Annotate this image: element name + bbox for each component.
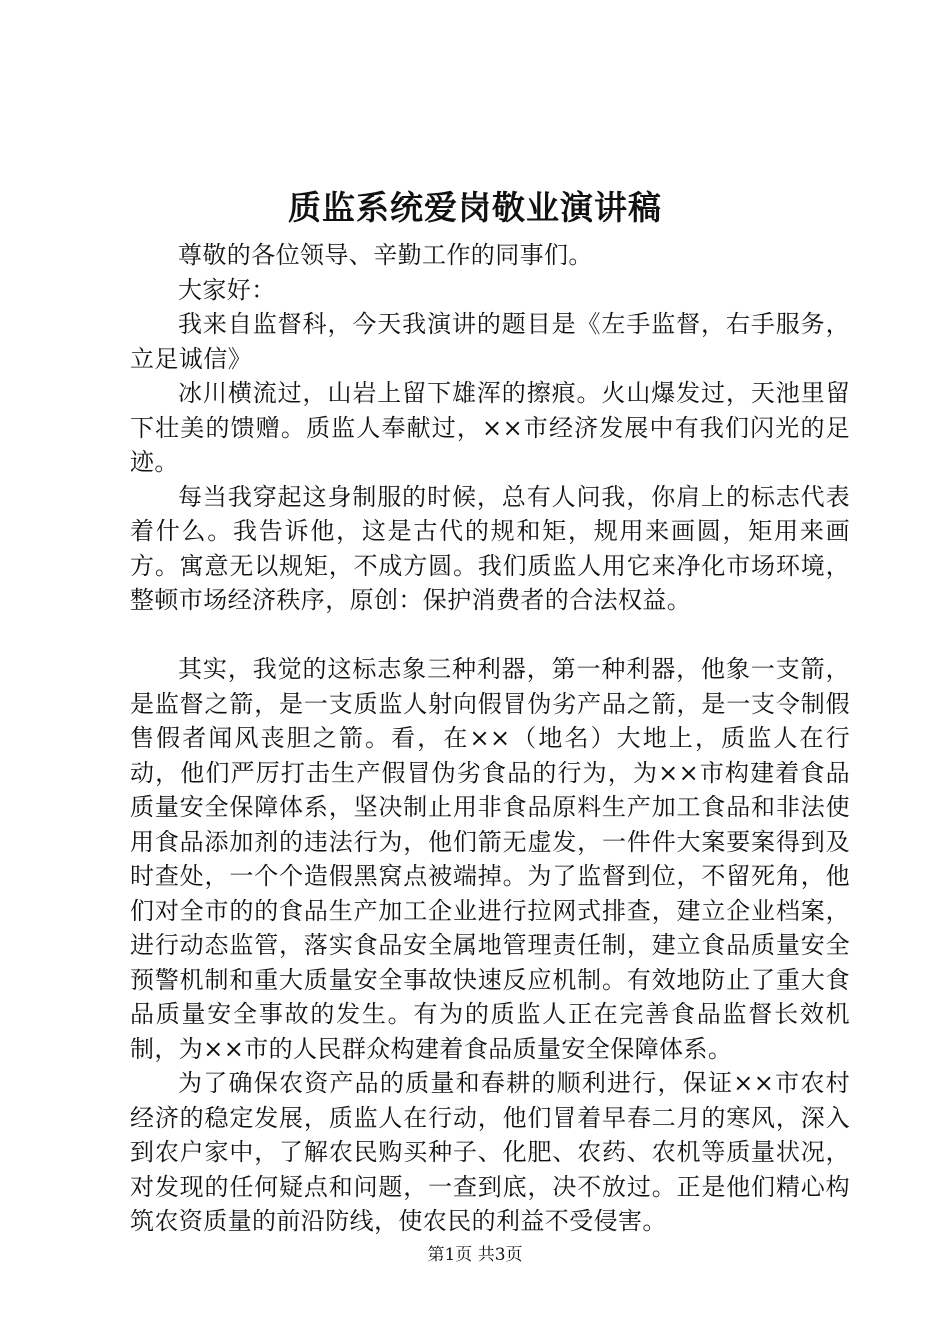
paragraph-uniform: 每当我穿起这身制服的时候，总有人问我，你肩上的标志代表着什么。我告诉他，这是古代的规和矩，规用来画圆，矩用来画方。寓意无以规矩，不成方圆。我们质监人用它来净化市场环境，整顿市场经济秩序，原创：保护消费者的合法权益。 xyxy=(130,482,850,614)
paragraph-farming: 为了确保农资产品的质量和春耕的顺利进行，保证××市农村经济的稳定发展，质监人在行动，他们冒着早春二月的寒风，深入到农户家中，了解农民购买种子、化肥、农药、农机等质量状况，对发现的任何疑点和问题，一查到底，决不放过。正是他们精心构筑农资质量的前沿防线，使农民的利益不受侵害。 xyxy=(130,1069,850,1235)
page-footer: 第1页 共3页 xyxy=(427,1245,523,1265)
document-body xyxy=(130,238,850,1239)
paragraph-glacier: 冰川横流过，山岩上留下雄浑的擦痕。火山爆发过，天池里留下壮美的馈赠。质监人奉献过，××市经济发展中有我们闪光的足迹。 xyxy=(130,379,850,476)
document-title: 质监系统爱岗敬业演讲稿 xyxy=(288,188,662,227)
paragraph-intro: 我来自监督科，今天我演讲的题目是《左手监督，右手服务，立足诚信》 xyxy=(130,310,850,373)
paragraph-salutation: 大家好： xyxy=(178,275,276,304)
paragraph-greeting: 尊敬的各位领导、辛勤工作的同事们。 xyxy=(178,241,593,269)
paragraph-arrow: 其实，我觉的这标志象三种利器，第一种利器，他象一支箭，是监督之箭，是一支质监人射向假冒伪劣产品之箭，是一支令制假售假者闻风丧胆之箭。看，在××（地名）大地上，质监人在行动，他们严厉打击生产假冒伪劣食品的行为，为××市构建着食品质量安全保障体系，坚决制止用非食品原料生产加工食品和非法使用食品添加剂的违法行为，他们箭无虚发，一件件大案要案得到及时查处，一个个造假黑窝点被端掉。为了监督到位，不留死角，他们对全市的的食品生产加工企业进行拉网式排查，建立企业档案，进行动态监管，落实食品安全属地管理责任制，建立食品质量安全预警机制和重大质量安全事故快速反应机制。有效地防止了重大食品质量安全事故的发生。有为的质监人正在完善食品监督长效机制，为××市的人民群众构建着食品质量安全保障体系。 xyxy=(130,655,850,1063)
